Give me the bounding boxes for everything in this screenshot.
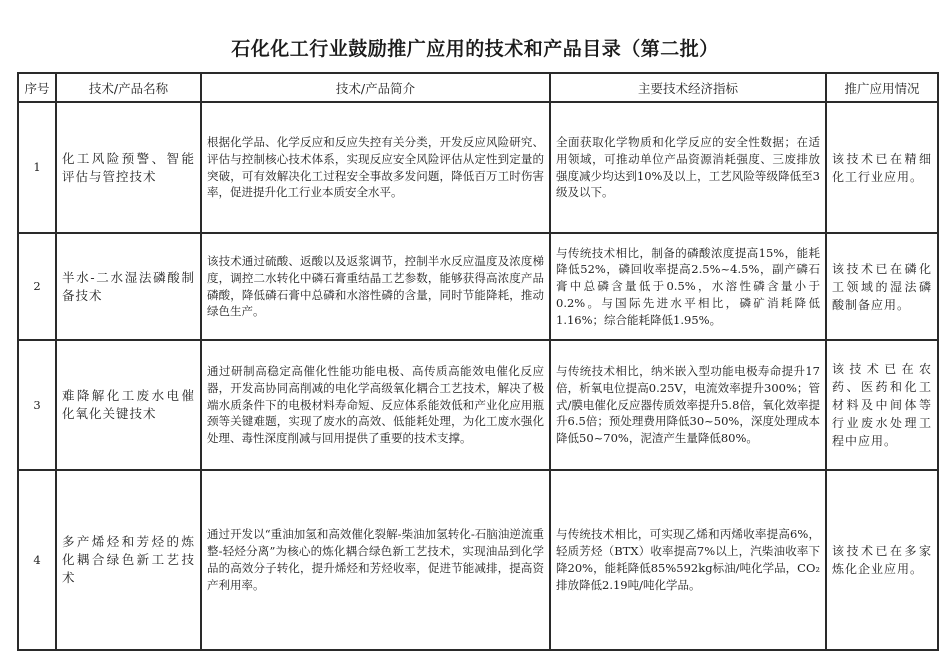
- technology-catalog-table: [17, 72, 939, 651]
- table-row: [18, 233, 938, 340]
- row-intro: 该技术通过硫酸、返酸以及返浆调节，控制半水反应温度及浓度梯度，调控二水转化中磷石膏重结晶工艺参数，能够获得高浓度产品磷酸，降低磷石膏中总磷和水溶性磷的含量，同时节能降耗，推动绿色生产。: [201, 233, 550, 340]
- row-usage: 该技术已在多家炼化企业应用。: [826, 470, 938, 650]
- row-intro: 通过研制高稳定高催化性能功能电极、高传质高能效电催化反应器，开发高协同高削减的电化学高级氧化耦合工艺技术，解决了极端水质条件下的电极材料寿命短、反应体系能效低和产业化应用瓶颈等关键难题，实现了废水的高效、低能耗处理，为化工废水强化处理、毒性深度削减与回用提供了重要的技术支撑。: [201, 340, 550, 470]
- table-header-row: [18, 73, 938, 102]
- row-usage: 该技术已在农药、医药和化工材料及中间体等行业废水处理工程中应用。: [826, 340, 938, 470]
- row-name: 多产烯烃和芳烃的炼化耦合绿色新工艺技术: [56, 470, 201, 650]
- row-indicators: 与传统技术相比，制备的磷酸浓度提高15%，能耗降低52%，磷回收率提高2.5%~4.5%，副产磷石膏中总磷含量低于0.5%，水溶性磷含量小于0.2%。与国际先进水平相比，磷矿消耗降低1.16%；综合能耗降低1.95%。: [550, 233, 826, 340]
- table-row: [18, 340, 938, 470]
- table-row: [18, 470, 938, 650]
- row-index: 1: [18, 102, 56, 233]
- row-indicators-cell: [550, 470, 826, 650]
- row-name: 难降解化工废水电催化氧化关键技术: [56, 340, 201, 470]
- header-index: 序号: [18, 73, 56, 102]
- row-indicators: 全面获取化学物质和化学反应的安全性数据；在适用领域，可推动单位产品资源消耗强度、三废排放强度减少均达到10%及以上，工艺风险等级降低至3级及以下。: [550, 102, 826, 233]
- table-row: [18, 102, 938, 233]
- row-index: 3: [18, 340, 56, 470]
- row-usage: 该技术已在磷化工领域的湿法磷酸制备应用。: [826, 233, 938, 340]
- row-intro: 根据化学品、化学反应和反应失控有关分类，开发反应风险研究、评估与控制核心技术体系，实现反应安全风险评估从定性到定量的突破，可有效解决化工过程安全事故多发问题，降低百万工时伤害率，促进提升化工行业本质安全水平。: [201, 102, 550, 233]
- header-intro: 技术/产品简介: [201, 73, 550, 102]
- row-indicators: 与传统技术相比，可实现乙烯和丙烯收率提高6%，轻质芳烃（BTX）收率提高7%以上，汽柴油收率下降20%，能耗降低85%: [556, 527, 820, 575]
- row-usage: 该技术已在精细化工行业应用。: [826, 102, 938, 233]
- header-name: 技术/产品名称: [56, 73, 201, 102]
- row-indicators-unit: 592kg标油/吨化学品，CO₂排放降低2.19吨/吨化学品。: [556, 561, 820, 592]
- document-title: 石化化工行业鼓励推广应用的技术和产品目录（第二批）: [231, 38, 719, 60]
- header-usage: 推广应用情况: [826, 73, 938, 102]
- row-index: 4: [18, 470, 56, 650]
- header-indicators: 主要技术经济指标: [550, 73, 826, 102]
- row-indicators: 与传统技术相比，纳米嵌入型功能电极寿命提升17倍，析氧电位提高0.25V，电流效率提升300%；管式/膜电催化反应器传质效率提升5.8倍，氧化效率提升6.5倍；预处理费用降低30~50%，深度处理成本降低50~70%，泥渣产生量降低80%。: [550, 340, 826, 470]
- row-name: 化工风险预警、智能评估与管控技术: [56, 102, 201, 233]
- row-intro: 通过开发以“重油加氢和高效催化裂解-柴油加氢转化-石脑油逆流重整-轻烃分离”为核心的炼化耦合绿色新工艺技术，实现油品到化学品的高效分子转化，提升烯烃和芳烃收率，促进节能减排，提高资产利用率。: [201, 470, 550, 650]
- row-index: 2: [18, 233, 56, 340]
- row-name: 半水-二水湿法磷酸制备技术: [56, 233, 201, 340]
